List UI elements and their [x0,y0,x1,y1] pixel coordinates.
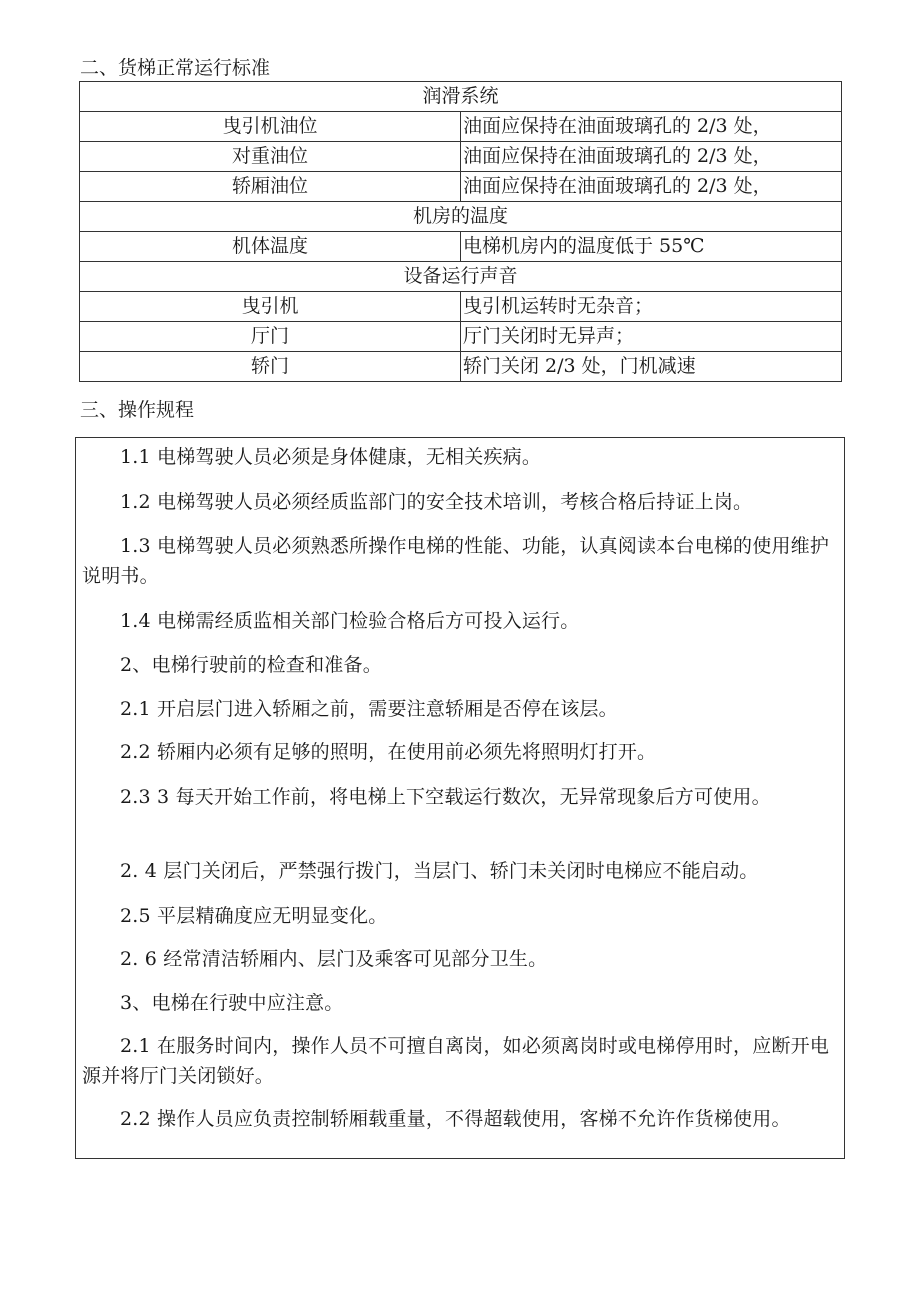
procedure-paragraph: 2.5 平层精确度应无明显变化。 [120,905,388,927]
row-label: 厅门 [80,322,461,352]
section-title-temperature: 机房的温度 [80,202,842,232]
table-row [80,142,842,172]
row-value: 厅门关闭时无异声； [461,322,842,352]
table-section-row [80,262,842,292]
procedure-paragraph: 2.1 开启层门进入轿厢之前，需要注意轿厢是否停在该层。 [120,698,618,720]
procedure-paragraph: 2.2 操作人员应负责控制轿厢载重量，不得超载使用，客梯不允许作货梯使用。 [120,1108,791,1130]
row-value: 曳引机运转时无杂音； [461,292,842,322]
row-value: 油面应保持在油面玻璃孔的 2/3 处， [461,142,842,172]
row-value: 油面应保持在油面玻璃孔的 2/3 处， [461,172,842,202]
row-label: 曳引机 [80,292,461,322]
operating-standards-table [79,81,842,382]
row-label: 机体温度 [80,232,461,262]
table-row [80,232,842,262]
procedure-paragraph: 2. 6 经常清洁轿厢内、层门及乘客可见部分卫生。 [120,948,548,970]
table-section-row [80,202,842,232]
procedure-paragraph: 2.3 3 每天开始工作前，将电梯上下空载运行数次，无异常现象后方可使用。 [120,786,771,808]
procedure-paragraph: 1.1 电梯驾驶人员必须是身体健康，无相关疾病。 [120,446,542,468]
procedure-paragraph: 1.4 电梯需经质监相关部门检验合格后方可投入运行。 [120,610,580,632]
section-title-lubrication: 润滑系统 [80,82,842,112]
table-row [80,352,842,382]
row-label: 轿厢油位 [80,172,461,202]
table-row [80,292,842,322]
section-title-sound: 设备运行声音 [80,262,842,292]
procedure-paragraph: 2.1 在服务时间内，操作人员不可擅自离岗，如必须离岗时或电梯停用时，应断开电源并将厅门关闭锁好。 [82,1035,830,1087]
table-row [80,112,842,142]
procedure-paragraph: 2、电梯行驶前的检查和准备。 [120,654,382,676]
operating-procedures-box [75,437,845,1159]
procedure-paragraph: 2. 4 层门关闭后，严禁强行拨门，当层门、轿门未关闭时电梯应不能启动。 [120,860,759,882]
table-row [80,172,842,202]
row-value: 轿门关闭 2/3 处，门机减速 [461,352,842,382]
row-label: 轿门 [80,352,461,382]
row-label: 对重油位 [80,142,461,172]
row-label: 曳引机油位 [80,112,461,142]
procedure-paragraph: 1.3 电梯驾驶人员必须熟悉所操作电梯的性能、功能，认真阅读本台电梯的使用维护说明书。 [82,535,830,587]
section-2-heading: 二、货梯正常运行标准 [80,57,271,79]
table-row [80,322,842,352]
procedure-paragraph: 2.2 轿厢内必须有足够的照明，在使用前必须先将照明灯打开。 [120,741,657,763]
procedure-paragraph: 1.2 电梯驾驶人员必须经质监部门的安全技术培训，考核合格后持证上岗。 [120,491,753,513]
row-value: 电梯机房内的温度低于 55℃ [461,232,842,262]
procedure-paragraph: 3、电梯在行驶中应注意。 [120,992,344,1014]
row-value: 油面应保持在油面玻璃孔的 2/3 处， [461,112,842,142]
section-3-heading: 三、操作规程 [80,399,195,421]
table-section-row [80,82,842,112]
